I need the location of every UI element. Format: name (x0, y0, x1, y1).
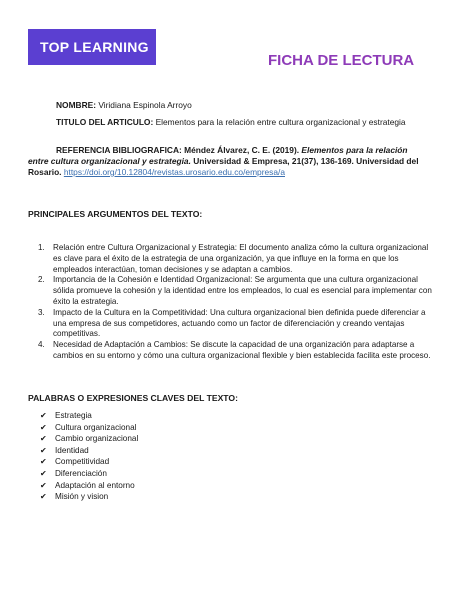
argument-number: 3. (38, 307, 45, 317)
argument-text: Importancia de la Cohesión e Identidad Organizacional: Se argumenta que una cultura organizacional sólida promueve la cohesión y la identidad entre los empleados, lo cual es esencial para implementar con éxito la estrategia. (53, 275, 432, 306)
checkmark-icon: ✔ (40, 492, 47, 502)
keyword-item (28, 468, 138, 480)
keyword-item (28, 422, 138, 434)
keyword-item (28, 491, 138, 503)
keyword-text: Diferenciación (55, 468, 107, 478)
checkmark-icon: ✔ (40, 445, 47, 455)
keyword-item (28, 410, 138, 422)
checkmark-icon: ✔ (40, 468, 47, 478)
ref-doi-link[interactable]: https://doi.org/10.12804/revistas.urosario.edu.co/empresa/a (63, 167, 285, 177)
keyword-text: Estrategia (55, 411, 92, 420)
keyword-text: Identidad (55, 445, 89, 455)
keyword-item (28, 480, 138, 492)
logo-text: TOP LEARNING (40, 39, 149, 55)
keyword-item (28, 456, 138, 468)
keyword-text: Adaptación al entorno (55, 480, 135, 490)
keywords-list (28, 410, 138, 503)
ref-journal: Universidad & Empresa, 21(37), 136-169. Universidad del Rosario. (28, 156, 419, 177)
keywords-heading: PALABRAS O EXPRESIONES CLAVES DEL TEXTO: (28, 393, 238, 403)
checkmark-icon: ✔ (40, 457, 47, 467)
arguments-list (28, 243, 432, 362)
argument-item (28, 275, 432, 307)
checkmark-icon: ✔ (40, 434, 47, 444)
document-title: FICHA DE LECTURA (268, 52, 415, 69)
ref-authors: Méndez Álvarez, C. E. (2019). (184, 145, 300, 155)
ref-title: Elementos para la relación entre cultura organizacional y estrategia. (28, 145, 408, 166)
argument-text: Relación entre Cultura Organizacional y Estrategia: El documento analiza cómo la cultura organizacional es clave para el éxito de la estrategia de una organización, ya que influye en la forma en que los empleados interactúan, toman decisiones y se adaptan a cambios. (53, 243, 429, 274)
checkmark-icon: ✔ (40, 411, 47, 420)
nombre-value: Viridiana Espinola Arroyo (98, 100, 192, 110)
argument-number: 4. (38, 340, 45, 350)
argument-text: Impacto de la Cultura en la Competitividad: Una cultura organizacional bien definida puede diferenciar a una empresa de sus competidores, actuando como un factor de diferenciación y creando ventajas competitivas. (53, 307, 426, 339)
titulo-line (28, 117, 428, 128)
titulo-value: Elementos para la relación entre cultura organizacional y estrategia (155, 117, 406, 127)
argument-item (28, 308, 432, 340)
argument-number: 2. (38, 275, 45, 285)
keyword-text: Cultura organizacional (55, 422, 137, 432)
argument-number: 1. (38, 243, 45, 252)
arguments-heading: PRINCIPALES ARGUMENTOS DEL TEXTO: (28, 209, 203, 219)
nombre-line (56, 100, 192, 111)
argument-item (28, 243, 432, 275)
keyword-text: Misión y vision (55, 492, 109, 502)
keyword-item (28, 445, 138, 457)
keyword-item (28, 433, 138, 445)
ref-label: REFERENCIA BIBLIOGRAFICA: (56, 145, 182, 155)
titulo-label: TITULO DEL ARTICULO: (56, 117, 154, 127)
argument-text: Necesidad de Adaptación a Cambios: Se discute la capacidad de una organización para adaptarse a cambios en su entorno y cómo una cultura organizacional flexible y bien establecida facilita este proceso. (53, 340, 431, 360)
keyword-text: Competitividad (55, 457, 110, 467)
referencia-line (28, 145, 430, 178)
keyword-text: Cambio organizacional (55, 434, 139, 444)
checkmark-icon: ✔ (40, 422, 47, 432)
nombre-label: NOMBRE: (56, 100, 97, 110)
argument-item (28, 340, 432, 362)
top-learning-logo (28, 29, 156, 65)
checkmark-icon: ✔ (40, 480, 47, 490)
